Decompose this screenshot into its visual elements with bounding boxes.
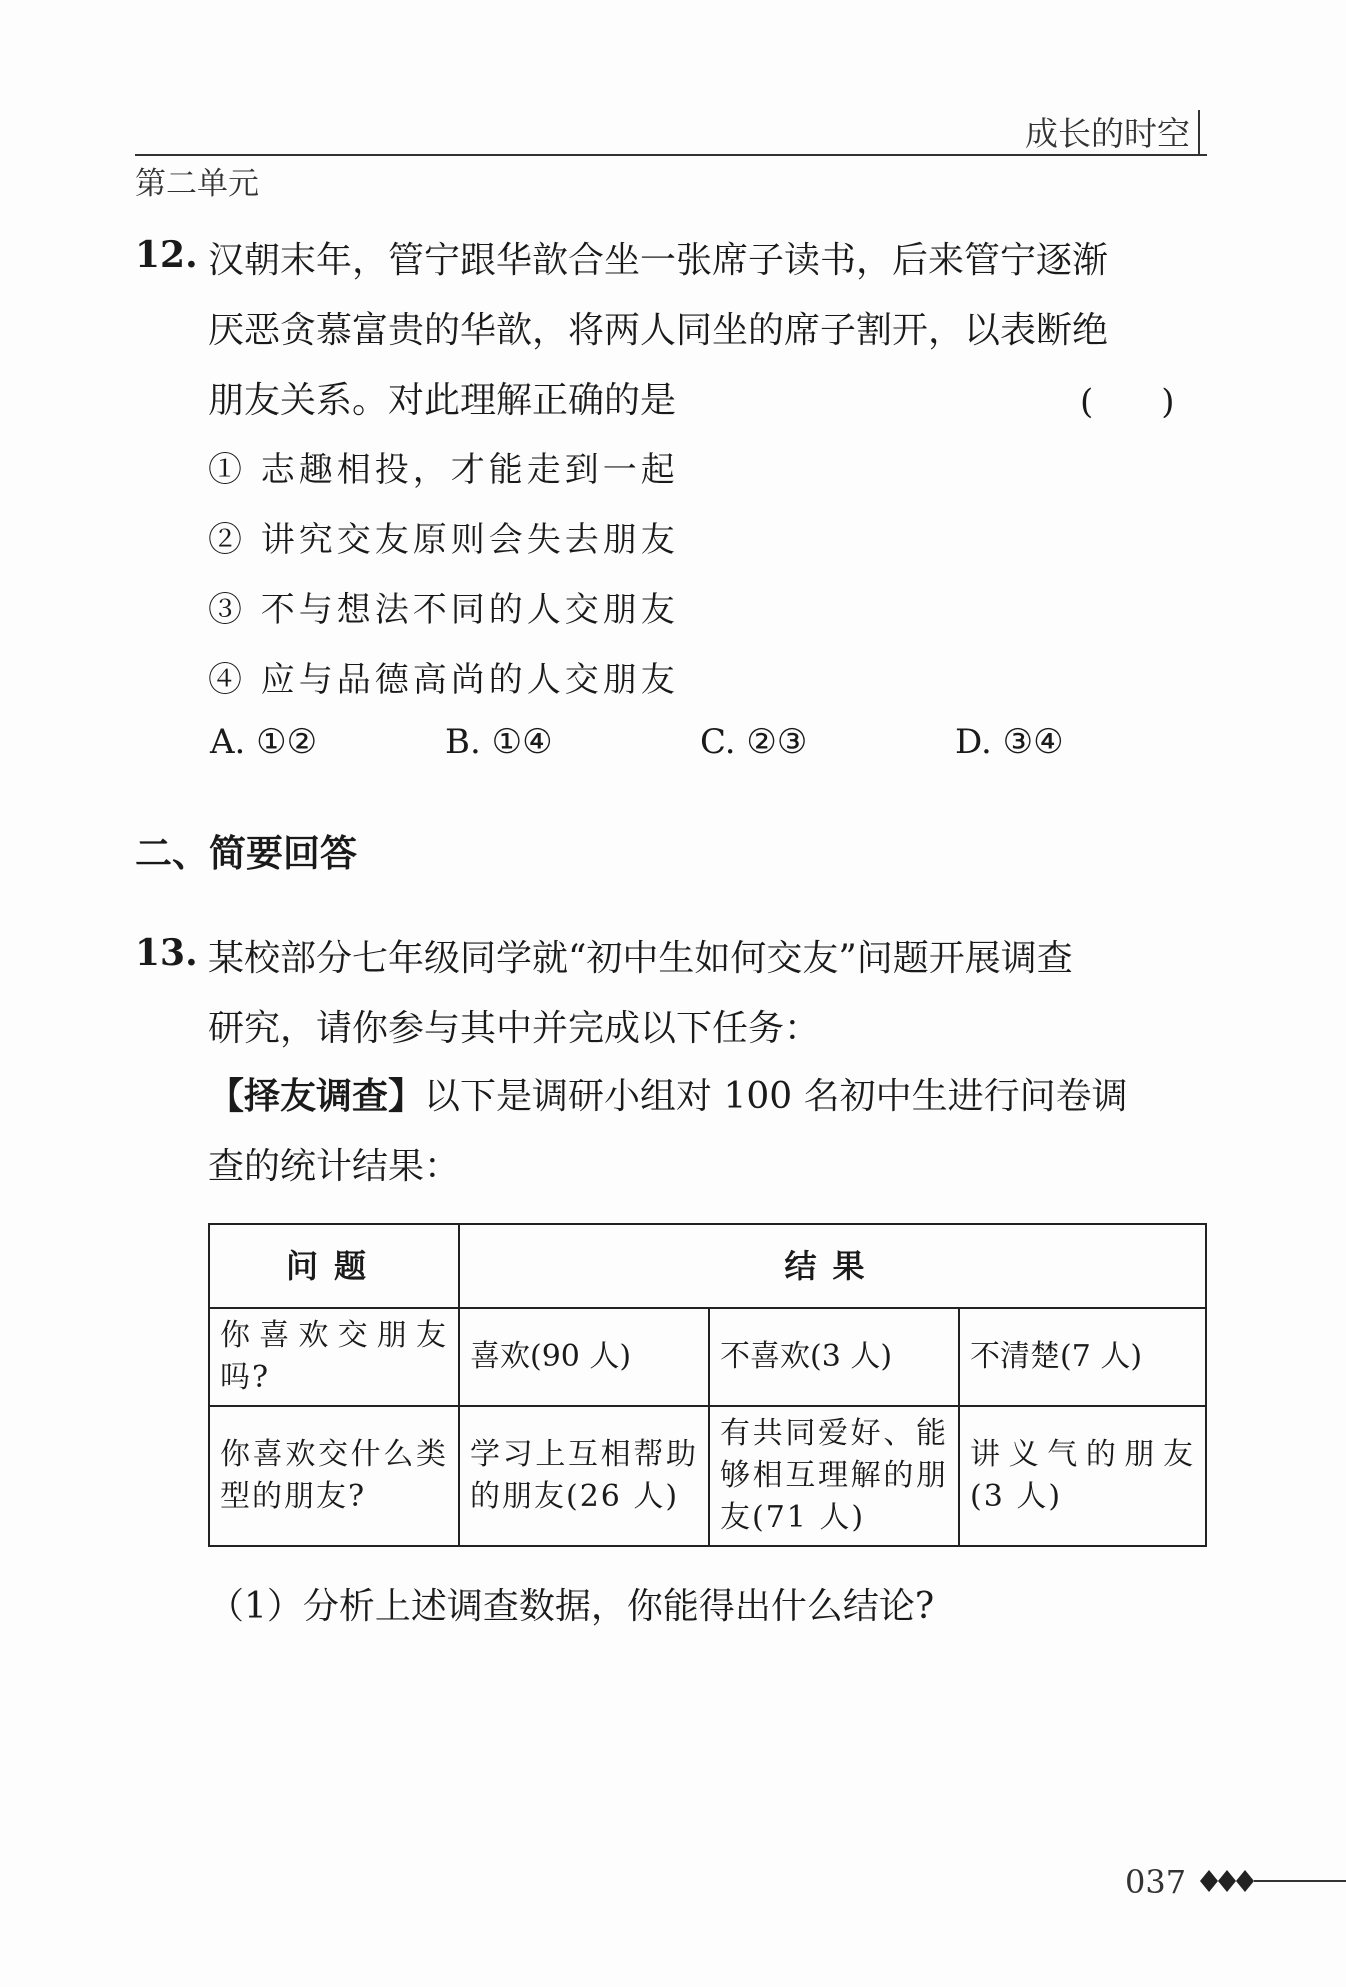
- question-13-number: 13.: [135, 932, 198, 974]
- header-rule: [135, 154, 1207, 156]
- answer-parentheses: ( ): [1080, 382, 1175, 422]
- statement-2: ② 讲究交友原则会失去朋友: [208, 520, 679, 560]
- statement-1: ① 志趣相投，才能走到一起: [208, 450, 679, 490]
- choice-d: D. ③④: [955, 722, 1064, 762]
- question-13-line-1: 某校部分七年级同学就“初中生如何交友”问题开展调查: [208, 938, 1073, 979]
- section-title: 二、简要回答: [135, 832, 357, 875]
- question-12-line-1: 汉朝末年，管宁跟华歆合坐一张席子读书，后来管宁逐渐: [208, 240, 1109, 281]
- table-row: [209, 1406, 1206, 1546]
- question-13-line-2: 研究，请你参与其中并完成以下任务：: [208, 1008, 821, 1049]
- choice-b: B. ①④: [445, 722, 553, 762]
- diamond-ornament-icon: [1200, 1868, 1346, 1894]
- page-number: 037: [1125, 1863, 1187, 1901]
- row-1-result-1: 喜欢(90 人): [459, 1308, 709, 1406]
- header-question: 问题: [209, 1224, 459, 1308]
- row-2-result-3: 讲义气的朋友(3 人): [959, 1406, 1206, 1546]
- table-header-row: [209, 1224, 1206, 1308]
- question-12-number: 12.: [135, 234, 198, 276]
- task-text-1: 以下是调研小组对 100 名初中生进行问卷调: [424, 1076, 1128, 1117]
- question-12-line-2: 厌恶贪慕富贵的华歆，将两人同坐的席子割开，以表断绝: [208, 310, 1109, 351]
- task-line-1: [208, 1068, 1128, 1119]
- task-title: 【择友调查】: [208, 1076, 425, 1117]
- survey-table: [208, 1223, 1207, 1547]
- choice-c: C. ②③: [700, 722, 808, 762]
- row-1-question: 你喜欢交朋友吗?: [209, 1308, 459, 1406]
- unit-label: 第二单元: [135, 166, 259, 202]
- choice-a: A. ①②: [210, 722, 318, 762]
- statement-4: ④ 应与品德高尚的人交朋友: [208, 660, 679, 700]
- row-2-result-1: 学习上互相帮助的朋友(26 人): [459, 1406, 709, 1546]
- row-1-result-3: 不清楚(7 人): [959, 1308, 1206, 1406]
- row-2-question: 你喜欢交什么类型的朋友?: [209, 1406, 459, 1546]
- running-head: 成长的时空: [1025, 114, 1190, 153]
- subquestion-1: （1）分析上述调查数据，你能得出什么结论?: [208, 1586, 935, 1627]
- table-row: [209, 1308, 1206, 1406]
- row-1-result-2: 不喜欢(3 人): [709, 1308, 959, 1406]
- row-2-result-2: 有共同爱好、能够相互理解的朋友(71 人): [709, 1406, 959, 1546]
- statement-3: ③ 不与想法不同的人交朋友: [208, 590, 679, 630]
- question-12-line-3: 朋友关系。对此理解正确的是: [208, 380, 677, 421]
- header-result: 结果: [459, 1224, 1206, 1308]
- task-line-2: 查的统计结果：: [208, 1146, 461, 1187]
- header-divider-tick: [1198, 110, 1200, 156]
